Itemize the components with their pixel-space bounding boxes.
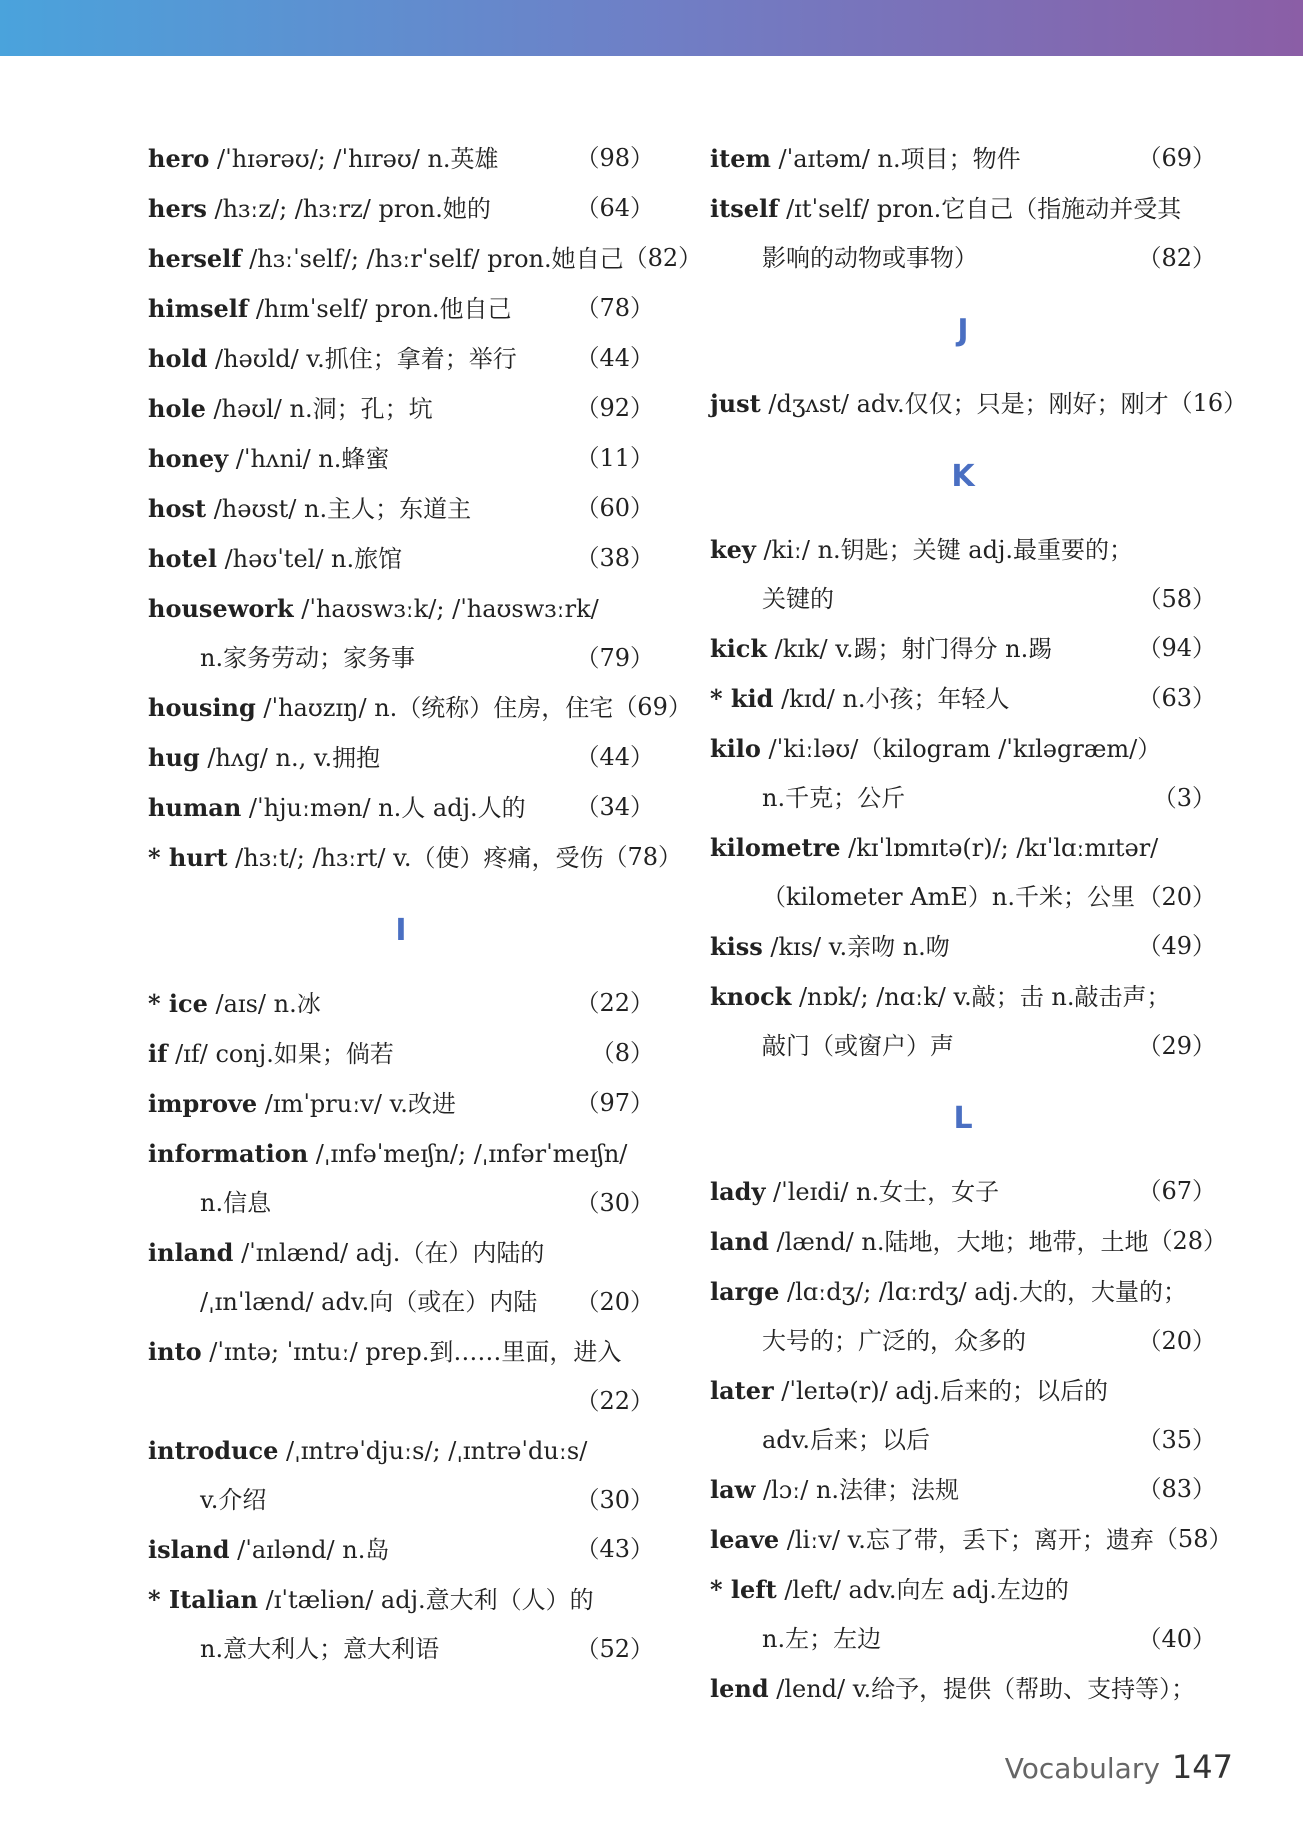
entry-page: （3） xyxy=(1152,784,1216,812)
vocab-entry xyxy=(148,134,654,184)
entry-text: n.意大利人；意大利语 xyxy=(200,1635,440,1663)
entry-text: * hurt /hɜːt/; /hɜːrt/ v.（使）疼痛，受伤 xyxy=(148,843,604,872)
entry-page: （8） xyxy=(590,1039,654,1067)
entry-text: just /dʒʌst/ adv.仅仅；只是；刚好；刚才 xyxy=(710,389,1169,418)
entry-page: （63） xyxy=(1137,684,1216,712)
vocab-entry xyxy=(148,1228,654,1278)
vocab-entry xyxy=(710,674,1216,724)
vocab-entry xyxy=(148,1327,654,1377)
entry-page: （49） xyxy=(1137,932,1216,960)
vocab-entry xyxy=(148,1525,654,1575)
entry-page: （30） xyxy=(575,1486,654,1514)
entry-text: himself /hɪmˈself/ pron.他自己 xyxy=(148,294,512,323)
entry-text: improve /ɪmˈpruːv/ v.改进 xyxy=(148,1089,456,1118)
entry-text: n.信息 xyxy=(200,1189,272,1217)
entry-page: （40） xyxy=(1137,1625,1216,1653)
entry-text: itself /ɪtˈself/ pron.它自己（指施动并受其 xyxy=(710,194,1182,223)
entry-page: （35） xyxy=(1137,1426,1216,1454)
vocab-entry xyxy=(148,484,654,534)
vocab-entry xyxy=(710,184,1216,234)
entry-page: （97） xyxy=(575,1089,654,1117)
entry-page: （58） xyxy=(1137,585,1216,613)
vocab-entry xyxy=(710,922,1216,972)
entry-page: （94） xyxy=(1137,634,1216,662)
entry-text: lend /lend/ v.给予，提供（帮助、支持等）； xyxy=(710,1674,1196,1703)
entry-page: （22） xyxy=(575,1387,654,1415)
entry-text: island /ˈaɪlənd/ n.岛 xyxy=(148,1535,390,1564)
entry-page: （69） xyxy=(613,693,692,721)
entry-page: （34） xyxy=(575,793,654,821)
entry-text: 敲门（或窗户）声 xyxy=(762,1032,954,1060)
entry-page: （20） xyxy=(1137,1327,1216,1355)
entry-text: housing /ˈhaʊzɪŋ/ n.（统称）住房，住宅 xyxy=(148,693,614,722)
entry-page: （78） xyxy=(603,843,683,871)
vocab-entry xyxy=(710,1217,1228,1267)
entry-page: （38） xyxy=(575,544,654,572)
entry-text: 影响的动物或事物） xyxy=(762,244,978,272)
entry-text: hero /ˈhɪərəʊ/; /ˈhɪrəʊ/ n.英雄 xyxy=(148,144,499,173)
entry-text: hold /həʊld/ v.抓住；拿着；举行 xyxy=(148,344,517,373)
vocab-entry xyxy=(148,1575,654,1625)
vocab-entry xyxy=(148,1079,654,1129)
entry-page: （82） xyxy=(623,244,703,272)
page-footer xyxy=(1005,1748,1233,1786)
section-heading: L xyxy=(953,1101,973,1136)
vocab-entry xyxy=(710,1515,1233,1565)
entry-text: （kilometer AmE）n.千米；公里 xyxy=(762,883,1135,911)
entry-page: （20） xyxy=(1137,883,1216,911)
entry-text: * kid /kɪd/ n.小孩；年轻人 xyxy=(710,684,1010,713)
page-number: 147 xyxy=(1171,1748,1233,1786)
footer-label: Vocabulary xyxy=(1004,1752,1160,1785)
entry-page: （83） xyxy=(1137,1475,1216,1503)
entry-page: （28） xyxy=(1148,1227,1228,1255)
entry-text: 关键的 xyxy=(762,585,834,613)
entry-text: kilo /ˈkiːləʊ/（kilogram /ˈkɪləgræm/） xyxy=(710,734,1162,763)
right-column xyxy=(710,134,1248,1714)
vocab-entry xyxy=(710,525,1216,575)
section-heading: J xyxy=(957,313,969,348)
entry-text: n.左；左边 xyxy=(762,1625,882,1653)
entry-text xyxy=(148,1377,200,1426)
entry-continuation xyxy=(148,1179,654,1228)
vocab-entry xyxy=(148,584,654,634)
entry-text: hers /hɜːz/; /hɜːrz/ pron.她的 xyxy=(148,194,491,223)
entry-text: hotel /həʊˈtel/ n.旅馆 xyxy=(148,544,403,573)
entry-text: introduce /ˌɪntrəˈdjuːs/; /ˌɪntrəˈduːs/ xyxy=(148,1436,588,1465)
vocab-entry xyxy=(148,979,654,1029)
entry-text: /ˌɪnˈlænd/ adv.向（或在）内陆 xyxy=(200,1288,538,1316)
entry-text: * ice /aɪs/ n.冰 xyxy=(148,989,321,1018)
entry-continuation xyxy=(148,1377,654,1426)
vocab-entry xyxy=(148,384,654,434)
entry-text: kilometre /kɪˈlɒmɪtə(r)/; /kɪˈlɑːmɪtər/ xyxy=(710,833,1159,862)
entry-text: v.介绍 xyxy=(200,1486,267,1514)
vocab-entry xyxy=(148,284,654,334)
entry-page: （79） xyxy=(575,644,654,672)
entry-page: （11） xyxy=(575,444,654,472)
vocab-entry xyxy=(148,1426,654,1476)
vocab-entry xyxy=(148,833,683,883)
entry-page: （60） xyxy=(575,494,654,522)
vocab-entry xyxy=(148,234,703,284)
vocab-entry xyxy=(148,434,654,484)
entry-text: law /lɔː/ n.法律；法规 xyxy=(710,1475,960,1504)
entry-page: （78） xyxy=(575,294,654,322)
entry-continuation xyxy=(148,1625,654,1674)
entry-continuation xyxy=(710,1317,1216,1366)
entry-text: 大号的；广泛的，众多的 xyxy=(762,1327,1026,1355)
entry-text: kiss /kɪs/ v.亲吻 n.吻 xyxy=(710,932,950,961)
entry-text: information /ˌɪnfəˈmeɪʃn/; /ˌɪnfərˈmeɪʃn/ xyxy=(148,1139,628,1168)
entry-text: * Italian /ɪˈtæliən/ adj.意大利（人）的 xyxy=(148,1585,594,1614)
entry-text: lady /ˈleɪdi/ n.女士，女子 xyxy=(710,1177,1000,1206)
entry-text: knock /nɒk/; /nɑːk/ v.敲；击 n.敲击声； xyxy=(710,982,1171,1011)
entry-continuation xyxy=(710,873,1216,922)
vocab-entry xyxy=(148,733,654,783)
entry-text: item /ˈaɪtəm/ n.项目；物件 xyxy=(710,144,1021,173)
vocab-entry xyxy=(710,972,1216,1022)
entry-page: （52） xyxy=(575,1635,654,1663)
vocab-entry xyxy=(710,1267,1216,1317)
entry-continuation xyxy=(710,575,1216,624)
entry-text: leave /liːv/ v.忘了带，丢下；离开；遗弃 xyxy=(710,1525,1154,1554)
entry-text: into /ˈɪntə; ˈɪntuː/ prep.到……里面，进入 xyxy=(148,1337,622,1366)
vocab-entry xyxy=(710,624,1216,674)
entry-page: （29） xyxy=(1137,1032,1216,1060)
entry-continuation xyxy=(710,774,1216,823)
vocab-entry xyxy=(710,1167,1216,1217)
vocab-entry xyxy=(148,534,654,584)
vocab-entry xyxy=(710,1565,1216,1615)
entry-page: （44） xyxy=(575,344,654,372)
entry-text: later /ˈleɪtə(r)/ adj.后来的；以后的 xyxy=(710,1376,1109,1405)
entry-page: （22） xyxy=(575,989,654,1017)
entry-text: n.家务劳动；家务事 xyxy=(200,644,416,672)
vocab-entry xyxy=(710,1465,1216,1515)
entry-page: （43） xyxy=(575,1535,654,1563)
vocab-entry xyxy=(148,1029,654,1079)
entry-text: adv.后来；以后 xyxy=(762,1426,931,1454)
section-heading: I xyxy=(395,913,407,948)
entry-page: （64） xyxy=(575,194,654,222)
entry-text: human /ˈhjuːmən/ n.人 adj.人的 xyxy=(148,793,526,822)
entry-text: land /lænd/ n.陆地，大地；地带，土地 xyxy=(710,1227,1149,1256)
entry-text: kick /kɪk/ v.踢；射门得分 n.踢 xyxy=(710,634,1053,663)
entry-continuation xyxy=(710,1615,1216,1664)
entry-text: n.千克；公斤 xyxy=(762,784,906,812)
vocab-entry xyxy=(148,184,654,234)
vocab-entry xyxy=(710,724,1216,774)
entry-page: （98） xyxy=(575,144,654,172)
vocab-entry xyxy=(148,334,654,384)
entry-continuation xyxy=(710,1416,1216,1465)
entry-page: （69） xyxy=(1137,144,1216,172)
vocab-entry xyxy=(710,1366,1216,1416)
vocab-entry xyxy=(148,783,654,833)
entry-text: key /kiː/ n.钥匙；关键 adj.最重要的； xyxy=(710,535,1134,564)
vocab-entry xyxy=(710,134,1216,184)
vocab-entry xyxy=(710,823,1216,873)
entry-page: （82） xyxy=(1137,244,1216,272)
entry-page: （30） xyxy=(575,1189,654,1217)
entry-text: hug /hʌg/ n., v.拥抱 xyxy=(148,743,381,772)
entry-page: （16） xyxy=(1168,389,1248,417)
entry-page: （67） xyxy=(1137,1177,1216,1205)
entry-text: hole /həʊl/ n.洞；孔；坑 xyxy=(148,394,433,423)
entry-continuation xyxy=(148,1476,654,1525)
entry-page: （92） xyxy=(575,394,654,422)
vocab-entry xyxy=(148,1129,654,1179)
vocab-entry xyxy=(710,379,1248,429)
left-column xyxy=(148,134,703,1674)
section-heading: K xyxy=(951,459,975,494)
entry-text: housework /ˈhaʊswɜːk/; /ˈhaʊswɜːrk/ xyxy=(148,594,599,623)
entry-text: host /həʊst/ n.主人；东道主 xyxy=(148,494,472,523)
entry-text: honey /ˈhʌni/ n.蜂蜜 xyxy=(148,444,390,473)
vocab-entry xyxy=(148,683,692,733)
entry-continuation xyxy=(710,234,1216,283)
entry-page: （20） xyxy=(575,1288,654,1316)
entry-text: if /ɪf/ conj.如果；倘若 xyxy=(148,1039,394,1068)
entry-continuation xyxy=(148,1278,654,1327)
entry-page: （58） xyxy=(1153,1525,1233,1553)
entry-continuation xyxy=(148,634,654,683)
entry-page: （44） xyxy=(575,743,654,771)
vocab-entry xyxy=(710,1664,1216,1714)
entry-text: large /lɑːdʒ/; /lɑːrdʒ/ adj.大的，大量的； xyxy=(710,1277,1187,1306)
entry-text: * left /left/ adv.向左 adj.左边的 xyxy=(710,1575,1069,1604)
entry-text: inland /ˈɪnlænd/ adj.（在）内陆的 xyxy=(148,1238,545,1267)
entry-continuation xyxy=(710,1022,1216,1071)
entry-text: herself /hɜːˈself/; /hɜːrˈself/ pron.她自己 xyxy=(148,244,624,273)
header-banner xyxy=(0,0,1303,56)
